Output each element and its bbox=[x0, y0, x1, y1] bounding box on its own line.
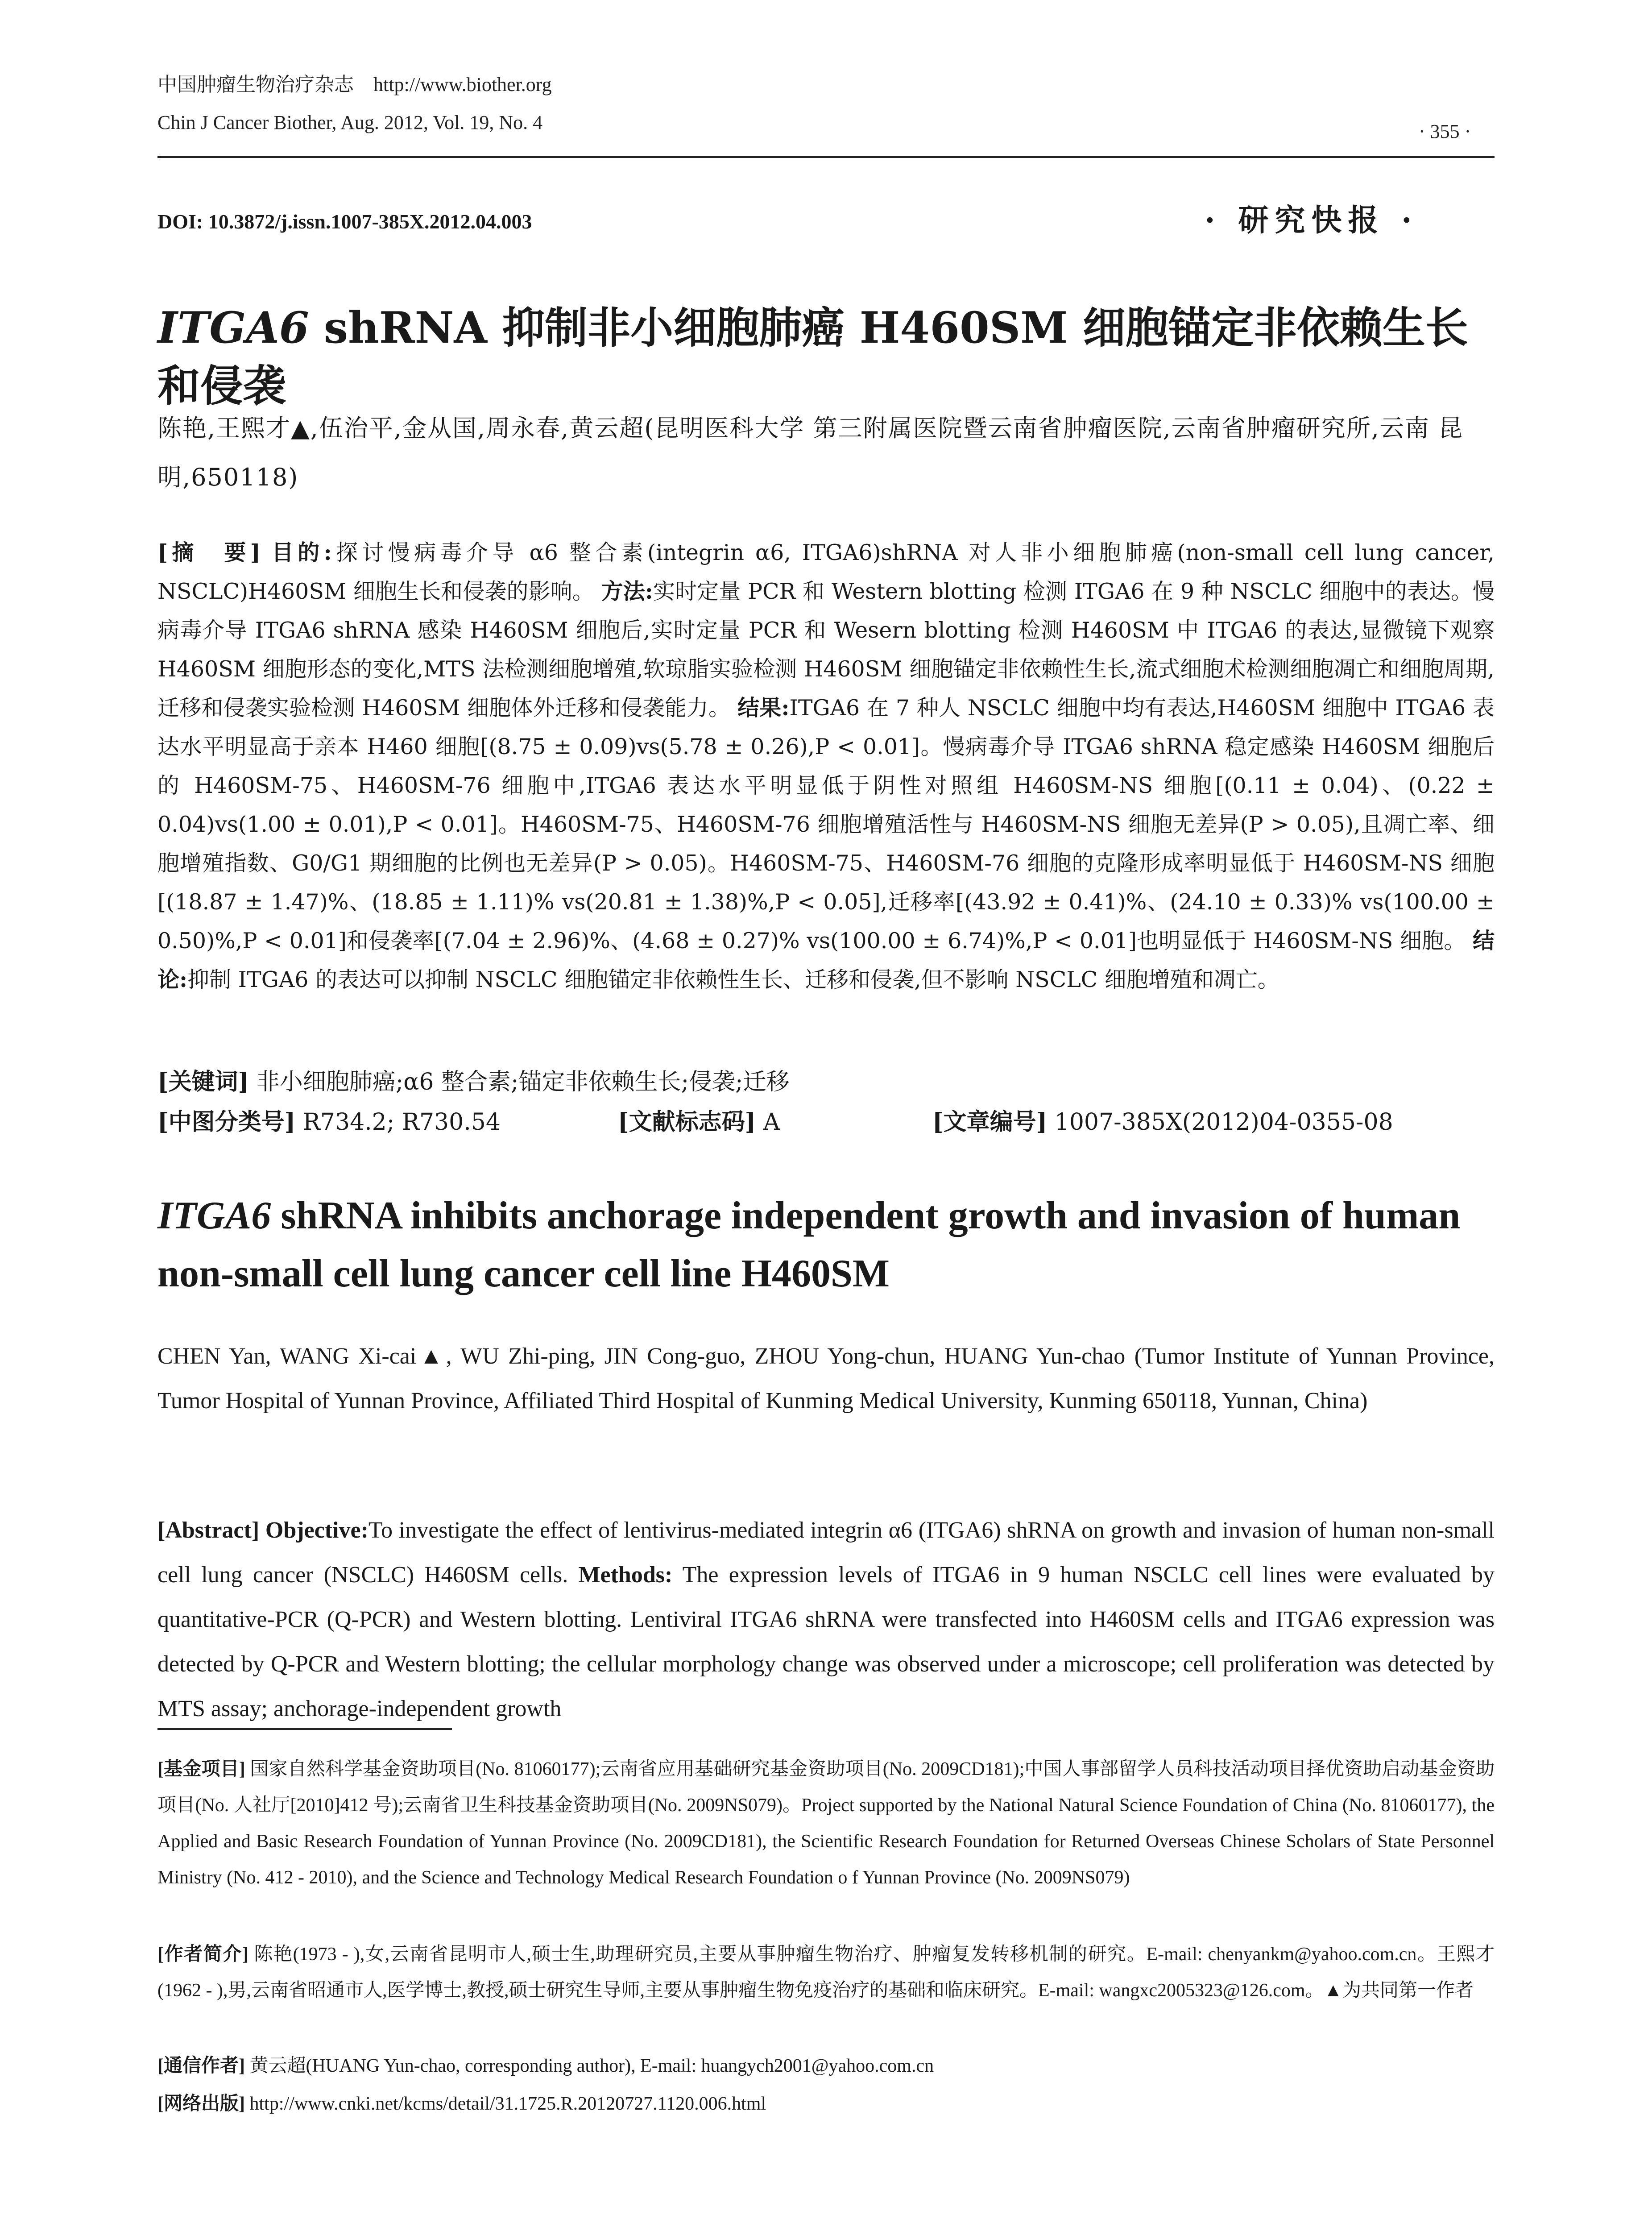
methods-label-en: Methods: bbox=[578, 1562, 673, 1588]
objective-cn: 探讨慢病毒介导 α6 整合素(integrin α6, ITGA6)shRNA 对人非小细胞肺癌(non-small cell lung cancer, NSCLC)H460SM 细胞生长和侵袭的影响。 bbox=[157, 540, 1495, 604]
title-gene-cn: ITGA6 bbox=[157, 303, 309, 353]
clc-label: [中图分类号] bbox=[157, 1108, 296, 1136]
footnote-online bbox=[157, 2086, 1495, 2122]
author-bio-label: [作者简介] bbox=[157, 1944, 249, 1965]
page-number: · 355 · bbox=[1419, 120, 1471, 142]
fund-text: 国家自然科学基金资助项目(No. 81060177);云南省应用基础研究基金资助项目(No. 2009CD181);中国人事部留学人员科技活动项目择优资助启动基金资助项目(No. 人社厅[2010]412 号);云南省卫生科技基金资助项目(No. 2009NS079)。Project supported by the National Natural Science Foundation of China (No. 81060177), the Applied and Basic Research Foundation of Yunnan Province (No. 2009CD181), the Scientific Research Foundation for Returned Overseas Chinese Scholars of State Personnel Ministry (No. 412 - 2010), and the Science and Technology Medical Research Foundation o f Yunnan Province (No. 2009NS079) bbox=[157, 1759, 1495, 1888]
author-bio-text: 陈艳(1973 - ),女,云南省昆明市人,硕士生,助理研究员,主要从事肿瘤生物治疗、肿瘤复发转移机制的研究。E-mail: chenyankm@yahoo.com.cn。王熙才(1962 - ),男,云南省昭通市人,医学博士,教授,硕士研究生导师,主要从事肿瘤生物免疫治疗的基础和临床研究。E-mail: wangxc2005323@126.com。▲为共同第一作者 bbox=[157, 1944, 1495, 2001]
column-heading: · 研究快报 · bbox=[1205, 203, 1418, 238]
article-no-value: 1007-385X(2012)04-0355-08 bbox=[1054, 1109, 1393, 1136]
corr-text: 黄云超(HUANG Yun-chao, corresponding author), E-mail: huangych2001@yahoo.com.cn bbox=[249, 2056, 934, 2076]
conclusion-label-cn: 结论: bbox=[157, 928, 1495, 992]
methods-cn: 实时定量 PCR 和 Western blotting 检测 ITGA6 在 9 种 NSCLC 细胞中的表达。慢病毒介导 ITGA6 shRNA 感染 H460SM 细胞后,实时定量 PCR 和 Wesern blotting 检测 H460SM 中 ITGA6 的表达,显微镜下观察 H460SM 细胞形态的变化,MTS 法检测细胞增殖,软琼脂实验检测 H460SM 细胞锚定非依赖性生长,流式细胞术检测细胞凋亡和细胞周期,迁移和侵袭实验检测 H460SM 细胞体外迁移和侵袭能力。 bbox=[157, 579, 1495, 721]
title-rest-en: shRNA inhibits anchorage independent growth and invasion of human non-small cell lung cancer cell line H460SM bbox=[157, 1194, 1461, 1295]
doi: DOI: 10.3872/j.issn.1007-385X.2012.04.003 bbox=[157, 210, 532, 233]
fund-label: [基金项目] bbox=[157, 1759, 245, 1779]
objective-label-cn: 目的: bbox=[271, 539, 332, 565]
keywords bbox=[157, 1064, 790, 1100]
doc-code-value: A bbox=[763, 1109, 780, 1136]
clc-block bbox=[157, 1104, 501, 1140]
title-gene-en: ITGA6 bbox=[157, 1194, 271, 1237]
abstract-cn bbox=[157, 533, 1495, 999]
article-no-label: [文章编号] bbox=[932, 1108, 1048, 1136]
header-rule bbox=[157, 156, 1495, 158]
online-label: [网络出版] bbox=[157, 2094, 245, 2114]
corr-label: [通信作者] bbox=[157, 2056, 245, 2076]
results-cn: ITGA6 在 7 种人 NSCLC 细胞中均有表达,H460SM 细胞中 ITGA6 表达水平明显高于亲本 H460 细胞[(8.75 ± 0.09)vs(5.78 ± 0.26),P < 0.01]。慢病毒介导 ITGA6 shRNA 稳定感染 H460SM 细胞后的 H460SM-75、H460SM-76 细胞中,ITGA6 表达水平明显低于阴性对照组 H460SM-NS 细胞[(0.11 ± 0.04)、(0.22 ± 0.04)vs(1.00 ± 0.01),P < 0.01]。H460SM-75、H460SM-76 细胞增殖活性与 H460SM-NS 细胞无差异(P > 0.05),且凋亡率、细胞增殖指数、G0/G1 期细胞的比例也无差异(P > 0.05)。H460SM-75、H460SM-76 细胞的克隆形成率明显低于 H460SM-NS 细胞[(18.87 ± 1.47)%、(18.85 ± 1.11)% vs(20.81 ± 1.38)%,P < 0.05],迁移率[(43.92 ± 0.41)%、(24.10 ± 0.33)% vs(100.00 ± 0.50)%,P < 0.01]和侵袭率[(7.04 ± 2.96)%、(4.68 ± 0.27)% vs(100.00 ± 6.74)%,P < 0.01]也明显低于 H460SM-NS 细胞。 bbox=[157, 695, 1495, 954]
footnote-rule bbox=[157, 1728, 452, 1730]
title-rest-cn: shRNA 抑制非小细胞肺癌 H460SM 细胞锚定非依赖生长和侵袭 bbox=[157, 303, 1468, 411]
keywords-text: 非小细胞肺癌;α6 整合素;锚定非依赖生长;侵袭;迁移 bbox=[256, 1069, 790, 1095]
article-no-block bbox=[932, 1104, 1393, 1140]
footnote-fund bbox=[157, 1751, 1495, 1896]
results-label-cn: 结果: bbox=[737, 695, 790, 721]
keywords-label: [关键词] bbox=[157, 1068, 249, 1095]
doc-code-block bbox=[618, 1104, 780, 1140]
online-link[interactable]: http://www.cnki.net/kcms/detail/31.1725.R.20120727.1120.006.html bbox=[249, 2094, 766, 2114]
abstract-label-cn: [摘 要] bbox=[157, 539, 261, 565]
footnote-correspondence bbox=[157, 2048, 1495, 2084]
journal-citation-en: Chin J Cancer Biother, Aug. 2012, Vol. 19, No. 4 bbox=[157, 112, 543, 133]
footnote-author bbox=[157, 1937, 1495, 2009]
doc-code-label: [文献标志码] bbox=[618, 1108, 756, 1136]
journal-name-cn: 中国肿瘤生物治疗杂志 http://www.biother.org bbox=[157, 74, 552, 95]
abstract-label-en: [Abstract] bbox=[157, 1518, 260, 1543]
methods-label-cn: 方法: bbox=[601, 578, 653, 604]
clc-value: R734.2; R730.54 bbox=[302, 1109, 501, 1136]
methods-en: The expression levels of ITGA6 in 9 human NSCLC cell lines were evaluated by quantitative-PCR (Q-PCR) and Western blotting. Lentiviral ITGA6 shRNA were transfected into H460SM cells and ITGA6 expression was detected by Q-PCR and Western blotting; the cellular morphology change was observed under a microscope; cell proliferation was detected by MTS assay; anchorage-independent growth bbox=[157, 1562, 1495, 1721]
conclusion-cn: 抑制 ITGA6 的表达可以抑制 NSCLC 细胞锚定非依赖性生长、迁移和侵袭,但不影响 NSCLC 细胞增殖和凋亡。 bbox=[187, 967, 1279, 992]
abstract-en bbox=[157, 1508, 1495, 1731]
authors-en: CHEN Yan, WANG Xi-cai▲, WU Zhi-ping, JIN Cong-guo, ZHOU Yong-chun, HUANG Yun-chao (Tumor Institute of Yunnan Province, Tumor Hospital of Yunnan Province, Affiliated Third Hospital of Kunming Medical University, Kunming 650118, Yunnan, China) bbox=[157, 1344, 1495, 1414]
objective-label-en: Objective: bbox=[265, 1518, 368, 1543]
authors-cn: 陈艳,王熙才▲,伍治平,金从国,周永春,黄云超(昆明医科大学 第三附属医院暨云南省肿瘤医院,云南省肿瘤研究所,云南 昆明,650118) bbox=[157, 414, 1464, 491]
objective-en: To investigate the effect of lentivirus-mediated integrin α6 (ITGA6) shRNA on growth and invasion of human non-small cell lung cancer (NSCLC) H460SM cells. bbox=[157, 1518, 1495, 1588]
article-title-en bbox=[157, 1187, 1495, 1303]
article-title-cn bbox=[157, 299, 1495, 415]
